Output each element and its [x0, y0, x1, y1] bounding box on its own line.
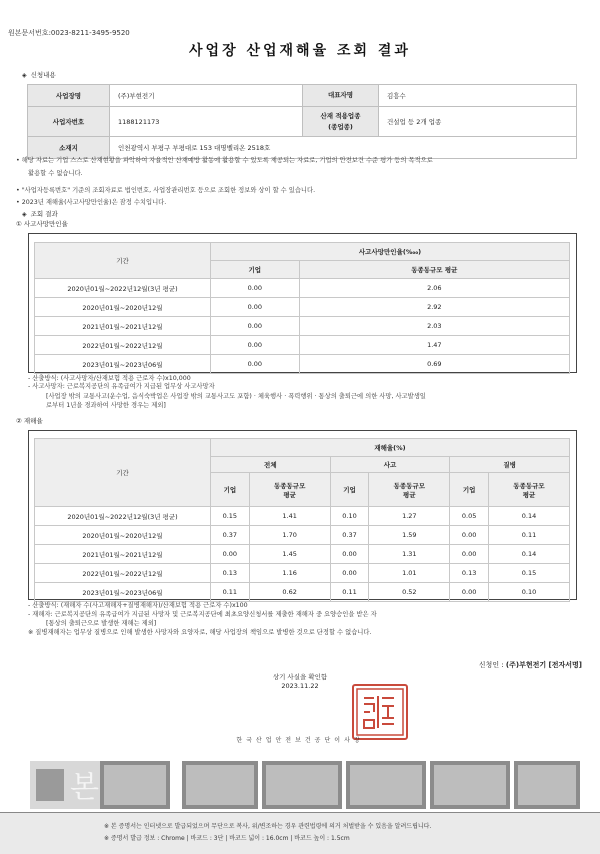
injury-rate-box: [28, 430, 577, 600]
company-cell: 0.00: [211, 298, 300, 317]
peer-average-header: 동종동규모 평균: [489, 473, 570, 507]
notice-text-2: • "사업자등록번호" 기준의 조회자료로 법인번호, 사업장관리번호 등으로 조회한 정보와 상이 할 수 있습니다.: [16, 187, 316, 194]
barcode-strip: [0, 757, 600, 813]
notice-text-3: • 2023년 재해율(사고사망만인율)은 잠정 수치입니다.: [16, 199, 167, 206]
application-heading: ◈ 신청내용: [22, 71, 56, 79]
diamond-icon: ◈: [22, 211, 27, 218]
fatality-note-4: 로부터 1년을 경과하여 사망한 경우는 제외]: [46, 402, 166, 409]
notice-text-1b: 활용할 수 없습니다.: [28, 170, 83, 177]
official-seal: [352, 684, 408, 740]
value-cell: 0.14: [489, 545, 570, 564]
address-value: 인천광역시 부평구 부평대로 153 대명벨리온 2518호: [110, 137, 577, 159]
company-value: (주)부현전기: [110, 85, 303, 107]
peer-cell: 2.03: [299, 317, 569, 336]
application-table: [27, 84, 577, 159]
value-cell: 0.13: [211, 564, 250, 583]
barcode-icon: [346, 761, 426, 809]
period-cell: 2020년01월~2020년12월: [35, 298, 211, 317]
injury-rate-header: 재해율(%): [211, 439, 570, 457]
accident-header: 사고: [330, 457, 450, 473]
page-title: 사업장 산업재해율 조회 결과: [189, 43, 411, 59]
barcode-icon: [182, 761, 258, 809]
company-header: 기업: [211, 473, 250, 507]
value-cell: 0.15: [489, 564, 570, 583]
value-cell: 0.05: [450, 507, 489, 526]
period-cell: 2020년01월~2020년12월: [35, 526, 211, 545]
period-cell: 2021년01월~2021년12월: [35, 545, 211, 564]
table-row: [35, 279, 570, 298]
period-cell: 2021년01월~2021년12월: [35, 317, 211, 336]
fatality-rate-table: [34, 242, 570, 374]
fatality-note-1: - 산출방식: (사고사망자/산재보험 적용 근로자 수)x10,000: [28, 375, 191, 382]
value-cell: 1.01: [369, 564, 450, 583]
value-cell: 1.16: [249, 564, 330, 583]
company-cell: 0.00: [211, 317, 300, 336]
period-header: 기간: [35, 243, 211, 279]
value-cell: 1.27: [369, 507, 450, 526]
disease-header: 질병: [450, 457, 570, 473]
value-cell: 1.59: [369, 526, 450, 545]
value-cell: 1.45: [249, 545, 330, 564]
barcode-icon: [100, 761, 170, 809]
value-cell: 1.41: [249, 507, 330, 526]
applicant-signature: 신청인 : (주)부현전기 [전자서명]: [478, 661, 582, 669]
rep-label: 대표자명: [303, 85, 379, 107]
injury-rate-subheading: ② 재해율: [16, 417, 43, 425]
document-number: 원본문서번호:0023-8211-3495-9520: [8, 29, 130, 37]
svg-text:본: 본: [70, 770, 99, 805]
table-row: [35, 526, 570, 545]
fatality-rate-subheading: ① 사고사망만인율: [16, 220, 68, 228]
injury-rate-table: [34, 438, 570, 602]
fatality-note-2: - 사고사망자: 근로복지공단의 유족급여가 지급된 업무상 사고사망자: [28, 383, 215, 390]
injury-note-3: [통상의 출퇴근으로 발생한 재해는 제외]: [46, 620, 157, 627]
injury-note-2: - 재해자: 근로복지공단의 유족급여가 지급된 사망자 및 근로복지공단에 최초요양신청서를 제출한 재해자 중 요양승인을 받은 자: [28, 611, 377, 618]
confirm-text: 상기 사실을 확인함: [272, 673, 328, 681]
diamond-icon: ◈: [22, 72, 27, 79]
value-cell: 0.00: [450, 526, 489, 545]
period-cell: 2022년01월~2022년12월: [35, 336, 211, 355]
injury-note-1: - 산출방식: (재해자 수(사고재해자+질병재해자)/산재보험 적용 근로자 수)x100: [28, 602, 248, 609]
address-label: 소재지: [28, 137, 110, 159]
watermark-icon: [30, 761, 100, 809]
value-cell: 0.00: [330, 545, 369, 564]
company-cell: 0.00: [211, 355, 300, 374]
barcode-icon: [262, 761, 342, 809]
table-row: [35, 583, 570, 602]
fatality-note-3: [사업장 밖의 교통사고(운수업, 음식숙박업은 사업장 밖의 교통사고도 포함) · 체육행사 · 폭력행위 · 통상의 출퇴근에 의한 사망, 사고발생일: [46, 393, 426, 400]
peer-cell: 2.06: [299, 279, 569, 298]
industry-value: 건설업 등 2개 업종: [379, 107, 577, 137]
bizno-label: 사업자번호: [28, 107, 110, 137]
barcode-icon: [430, 761, 510, 809]
peer-average-header: 동종동규모 평균: [299, 261, 569, 279]
peer-cell: 2.92: [299, 298, 569, 317]
period-cell: 2020년01월~2022년12월(3년 평균): [35, 507, 211, 526]
period-cell: 2020년01월~2022년12월(3년 평균): [35, 279, 211, 298]
value-cell: 0.14: [489, 507, 570, 526]
value-cell: 0.11: [211, 583, 250, 602]
value-cell: 0.00: [211, 545, 250, 564]
value-cell: 0.15: [211, 507, 250, 526]
table-row: [35, 355, 570, 374]
footer-warning: ※ 본 증명서는 인터넷으로 발급되었으며 무단으로 복사, 위/변조하는 경우 관련법령에 의거 처벌받을 수 있음을 알려드립니다.: [104, 823, 432, 830]
barcode-icon: [514, 761, 580, 809]
value-cell: 0.00: [450, 545, 489, 564]
table-row: [35, 298, 570, 317]
value-cell: 0.52: [369, 583, 450, 602]
value-cell: 0.10: [330, 507, 369, 526]
value-cell: 0.37: [330, 526, 369, 545]
value-cell: 0.00: [330, 564, 369, 583]
value-cell: 0.11: [330, 583, 369, 602]
value-cell: 0.00: [450, 583, 489, 602]
footer: [0, 812, 600, 854]
value-cell: 0.13: [450, 564, 489, 583]
bizno-value: 1188121173: [110, 107, 303, 137]
company-label: 사업장명: [28, 85, 110, 107]
table-row: [35, 545, 570, 564]
value-cell: 0.37: [211, 526, 250, 545]
table-row: [35, 507, 570, 526]
company-header: 기업: [330, 473, 369, 507]
value-cell: 1.70: [249, 526, 330, 545]
issue-date: 2023.11.22: [281, 682, 319, 690]
peer-cell: 1.47: [299, 336, 569, 355]
period-header: 기간: [35, 439, 211, 507]
company-cell: 0.00: [211, 336, 300, 355]
results-heading: ◈ 조회 결과: [22, 210, 58, 218]
table-row: [35, 336, 570, 355]
peer-cell: 0.69: [299, 355, 569, 374]
rep-value: 김흥수: [379, 85, 577, 107]
period-cell: 2023년01월~2023년06월: [35, 583, 211, 602]
value-cell: 0.10: [489, 583, 570, 602]
value-cell: 0.62: [249, 583, 330, 602]
injury-note-4: ※ 질병재해자는 업무상 질병으로 인해 발생한 사망자와 요양자로, 해당 사업장의 책임으로 발병한 것으로 단정할 수 없습니다.: [28, 629, 372, 636]
table-row: [35, 564, 570, 583]
value-cell: 1.31: [369, 545, 450, 564]
peer-average-header: 동종동규모 평균: [369, 473, 450, 507]
peer-average-header: 동종동규모 평균: [249, 473, 330, 507]
notice-text-1: • 해당 자료는 기업 스스로 산재현황을 파악하여 자율적인 산재예방 활동에 활용할 수 있도록 제공되는 자료로, 기업의 안전보건 수준 평가 등의 목적으로: [16, 157, 433, 164]
period-cell: 2022년01월~2022년12월: [35, 564, 211, 583]
fatality-rate-box: [28, 233, 577, 373]
period-cell: 2023년01월~2023년06월: [35, 355, 211, 374]
company-header: 기업: [211, 261, 300, 279]
total-header: 전체: [211, 457, 331, 473]
value-cell: 0.11: [489, 526, 570, 545]
industry-label: 산재 적용업종 (종업종): [303, 107, 379, 137]
fatality-rate-header: 사고사망만인율(‱): [211, 243, 570, 261]
table-row: [35, 317, 570, 336]
company-header: 기업: [450, 473, 489, 507]
agency-name: 한국산업안전보건공단이사장: [236, 737, 364, 744]
company-cell: 0.00: [211, 279, 300, 298]
footer-issue-info: ※ 증명서 발급 정보 : Chrome | 바코드 : 3단 | 바코드 넓이 : 16.0cm | 바코드 높이 : 1.5cm: [104, 835, 350, 842]
